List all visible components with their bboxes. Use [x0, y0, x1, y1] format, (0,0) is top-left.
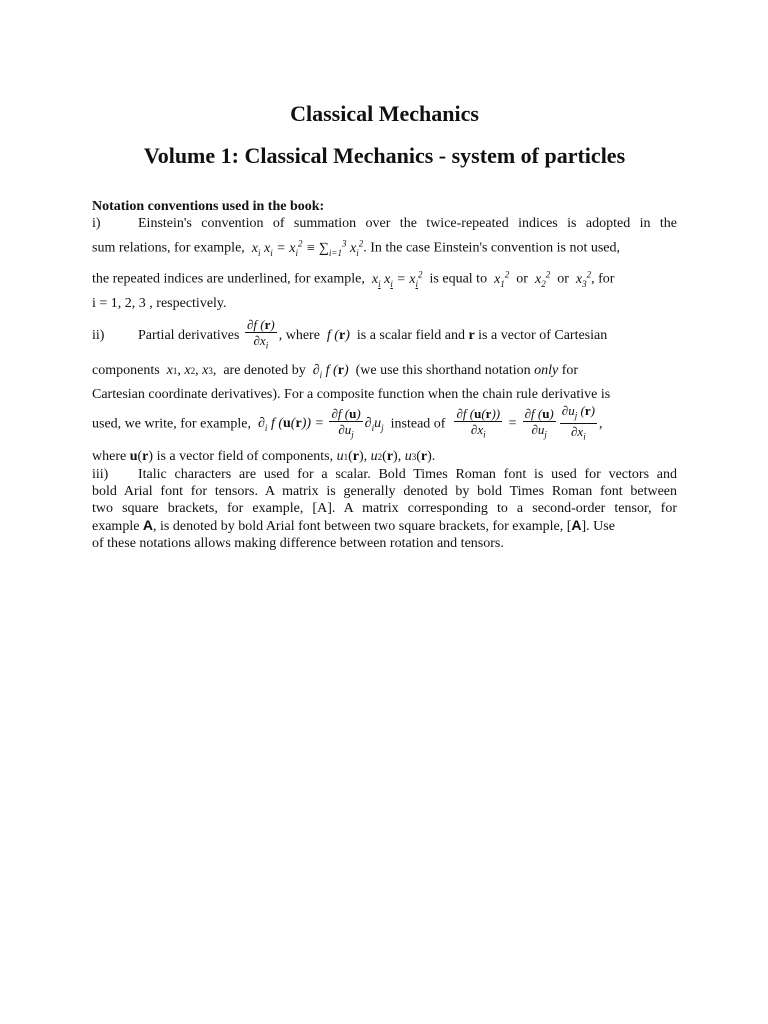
item2-line5-text: is a vector field of components, [156, 448, 334, 464]
notation-heading: Notation conventions used in the book: [92, 199, 325, 214]
item2-line5: where u(r) is a vector field of components, u1(r), u2(r), u3(r). [92, 448, 436, 464]
partial-derivative-fraction: $\frac{\partial f (r)}{\partial x_i}$ [246, 317, 275, 351]
item1-or-2: or [557, 272, 569, 288]
chain-rule-formula-full: $\frac{\partial f (u(r))}{\partial x_i}$ = $\frac{\partial f (u)}{\partial u_j}$ $\frac{\partial u_j (r)}{\partial x_i}$ [456, 402, 595, 442]
vector-field-u: u [129, 448, 138, 464]
item2-line4-mid: instead of [390, 416, 446, 432]
item2-line2-suffix-a: (we use this shorthand notation [355, 362, 531, 378]
item1-x3-squared: $x_3^2$ [572, 269, 592, 289]
item2-line4-prefix: used, we write, for example, [92, 416, 251, 432]
scalar-field-symbol: f (r) [323, 327, 354, 343]
item2-line4-end: , [598, 416, 603, 432]
item3-text-line1: Italic characters are used for a scalar. Bold Times Roman font is used for vectors and [138, 466, 677, 482]
item2-line5-prefix: where [92, 448, 127, 464]
item3-line4-a: example [92, 518, 140, 534]
item2-shorthand-derivative: $\partial_i$ f (r) [309, 362, 353, 380]
document-subtitle: Volume 1: Classical Mechanics - system of particles [143, 143, 626, 168]
item2-line1 [92, 316, 677, 356]
item2-line4 [92, 403, 677, 448]
item2-field-text: is a scalar field and [356, 327, 465, 343]
item2-line2-suffix-b: for [561, 362, 579, 378]
item2-line2: components x1, x2, x3, are denoted by $\partial_i$ f (r) (we use this shorthand notation only for [92, 362, 579, 380]
chain-rule-formula-short: $\partial_i$ f (u(r)) = $\frac{\partial f (u)}{\partial u_j}$ $\partial_iu_j$ [254, 405, 384, 440]
item1-or-1: or [516, 272, 528, 288]
item2-components: x [163, 362, 173, 378]
item2-lead: Partial derivatives [138, 327, 240, 343]
item2-components-u: u [336, 448, 344, 464]
item3-line4-c: ]. Use [581, 518, 615, 534]
item3-line4-b: , is denoted by bold Arial font between two square brackets, for example, [ [153, 518, 572, 534]
item3-line2: bold Arial font for tensors. A matrix is generally denoted by bold Times Roman font between [92, 483, 677, 499]
item2-line3: Cartesian coordinate derivatives). For a composite function when the chain rule derivative is [92, 386, 611, 402]
item1-text-line1: Einstein's convention of summation over the twice-repeated indices is adopted in the [138, 216, 677, 231]
document-title: Classical Mechanics [290, 101, 479, 126]
item2-line2-mid: are denoted by [223, 362, 306, 378]
vector-r-symbol: r [468, 327, 475, 343]
item1-line1 [92, 215, 677, 232]
item2-only: only [534, 362, 559, 378]
item1-line2-prefix: sum relations, for example, [92, 240, 245, 256]
item1-line3-suffix: , for [591, 272, 615, 288]
tensor-symbol: A [142, 516, 154, 533]
item3-line1 [92, 466, 677, 483]
item1-underline-formula: $x_i$ $x_i = x_i^2$ [368, 269, 423, 289]
item1-line2 [92, 232, 677, 263]
item3-line5: of these notations allows making difference between rotation and tensors. [92, 535, 504, 551]
item3-line3: two square brackets, for example, [A]. A matrix corresponding to a second-order tensor, for [92, 500, 677, 516]
item2-marker: ii) [92, 327, 105, 343]
item1-marker: i) [92, 216, 101, 231]
item3-line4 [92, 517, 677, 535]
notation-body [92, 215, 677, 552]
item3-marker: iii) [92, 466, 109, 482]
item1-line3-mid: is equal to [429, 272, 488, 288]
item2-line1-content [138, 316, 677, 356]
item1-line4: i = 1, 2, 3 , respectively. [92, 295, 227, 311]
item2-line2-prefix: components [92, 362, 160, 378]
item1-x1-squared: $x_1^2$ [490, 269, 510, 289]
item1-line3 [92, 263, 677, 294]
document-page [92, 98, 677, 552]
item1-line3-prefix: the repeated indices are underlined, for example, [92, 272, 365, 288]
item1-line2-suffix: . In the case Einstein's convention is not used, [363, 240, 621, 256]
tensor-matrix-symbol: A [571, 516, 582, 533]
item1-summation-formula: $x_i$ $x_i = x_i^2 \equiv \sum_{i=1}^3$ $x_i^2$ [248, 238, 364, 258]
item2-vector-text: is a vector of Cartesian [478, 327, 608, 343]
item2-after-frac: , where [278, 327, 320, 343]
item1-x2-squared: $x_2^2$ [531, 269, 551, 289]
